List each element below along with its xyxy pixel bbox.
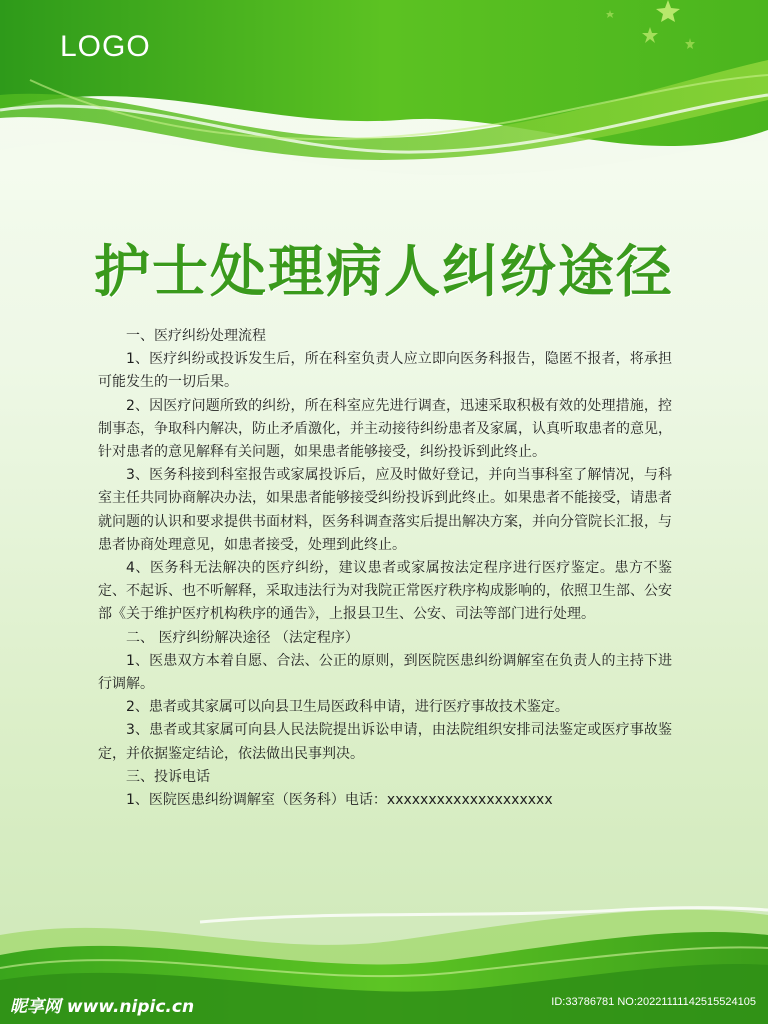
paragraph: 1、医患双方本着自愿、合法、公正的原则，到医院医患纠纷调解室在负责人的主持下进行调解。 <box>98 652 672 693</box>
page-title: 护士处理病人纠纷途径 <box>94 239 674 305</box>
paragraph: 2、因医疗问题所致的纠纷，所在科室应先进行调查，迅速采取积极有效的处理措施，控制事态，争取科内解决，防止矛盾激化，并主动接待纠纷患者及家属，认真听取患者的意见，针对患者的意见解释有关问题，如果患者能够接受，纠纷投诉到此终止。 <box>98 397 672 461</box>
content-body <box>98 325 672 812</box>
paragraph: 3、医务科接到科室报告或家属投诉后，应及时做好登记，并向当事科室了解情况，与科室主任共同协商解决办法，如果患者能够接受纠纷投诉到此终止。如果患者不能接受，请患者就问题的认识和要求提供书面材料，医务科调查落实后提出解决方案，并向分管院长汇报，与患者协商处理意见，如患者接受，处理到此终止。 <box>98 467 672 553</box>
image-id-text: ID:33786781 NO:20221111142515524105 <box>551 996 756 1008</box>
paragraph: 1、医院医患纠纷调解室（医务科）电话：xxxxxxxxxxxxxxxxxxxx <box>126 792 553 809</box>
paragraph: 1、医疗纠纷或投诉发生后，所在科室负责人应立即向医务科报告，隐匿不报者，将承担可能发生的一切后果。 <box>98 351 672 391</box>
section-heading-3: 三、投诉电话 <box>126 768 210 785</box>
section-heading-2: 二、 医疗纠纷解决途径 （法定程序） <box>126 629 359 646</box>
paragraph: 4、医务科无法解决的医疗纠纷，建议患者或家属按法定程序进行医疗鉴定。患方不鉴定、不起诉、也不听解释，采取违法行为对我院正常医疗秩序构成影响的，依照卫生部、公安部《关于维护医疗机构秩序的通告》，上报县卫生、公安、司法等部门进行处理。 <box>98 560 672 623</box>
star-icon <box>606 10 614 18</box>
paragraph: 2、患者或其家属可以向县卫生局医政科申请，进行医疗事故技术鉴定。 <box>126 699 569 716</box>
star-icon <box>685 38 695 49</box>
section-heading-1: 一、医疗纠纷处理流程 <box>126 328 266 344</box>
watermark-brand: 昵享网 www.nipic.cn <box>10 997 195 1017</box>
logo-text: LOGO <box>60 30 151 63</box>
paragraph: 3、患者或其家属可向县人民法院提出诉讼申请，由法院组织安排司法鉴定或医疗事故鉴定，并依据鉴定结论，依法做出民事判决。 <box>98 722 672 762</box>
star-icon <box>656 0 680 22</box>
star-icon <box>642 27 658 43</box>
